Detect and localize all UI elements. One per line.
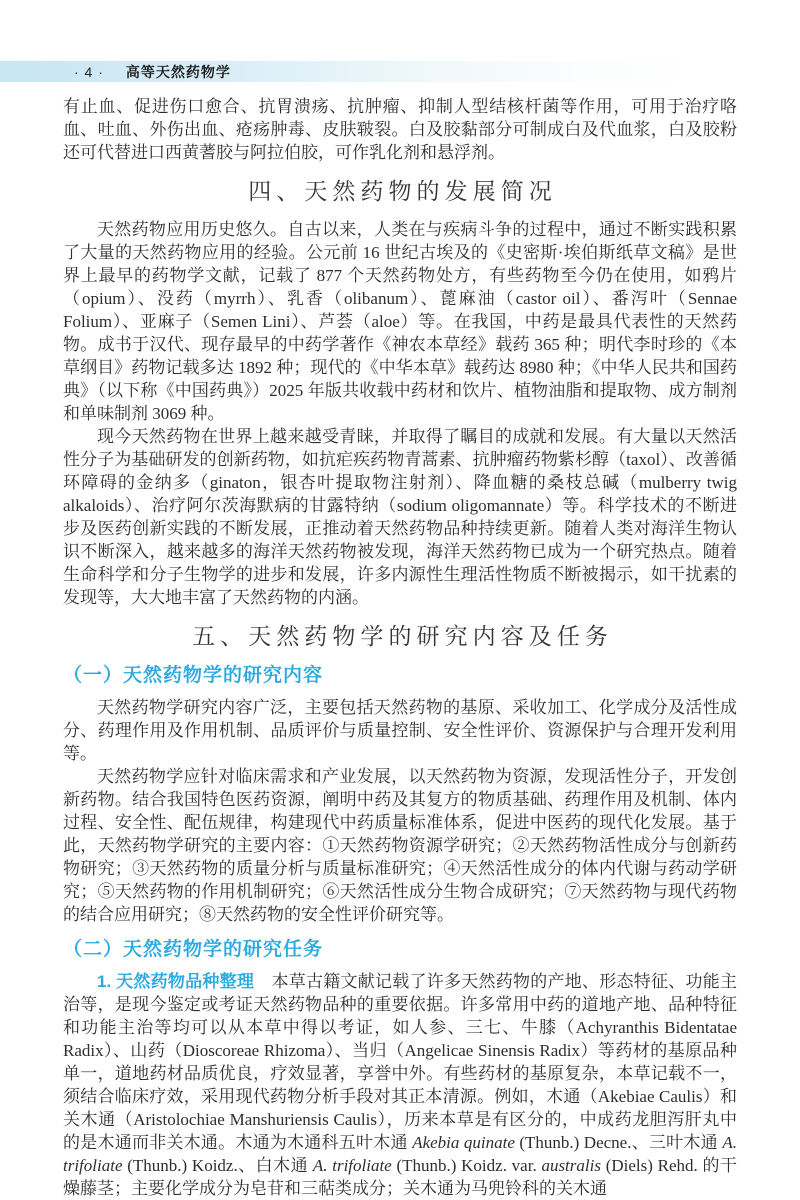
latin-species-name: Akebia quinate [412, 1133, 515, 1152]
text-run: (Thunb.) Koidz.、白木通 [122, 1156, 313, 1175]
numbered-task-label: 1. 天然药物品种整理 [97, 972, 255, 991]
running-header [0, 61, 800, 82]
section-heading: 五、天然药物学的研究内容及任务 [192, 624, 613, 650]
paragraph: 天然药物学应针对临床需求和产业发展，以天然药物为资源，发现活性分子，开发创新药物。结合我国特色医药资源，阐明中药及其复方的物质基础、药理作用及机制、体内过程、安全性、配伍规律，构建现代中药质量标准体系，促进中医药的现代化发展。基于此，天然药物学研究的主要内容：①天然药物资源学研究；②天然药物活性成分与创新药物研究；③天然药物的质量分析与质量标准研究；④天然活性成分的体内代谢与药动学研究；⑤天然药物的作用机制研究；⑥天然活性成分生物合成研究；⑦天然药物与现代药物的结合应用研究；⑧天然药物的安全性评价研究等。 [63, 767, 737, 924]
paragraph: 天然药物应用历史悠久。自古以来，人类在与疾病斗争的过程中，通过不断实践积累了大量的天然药物应用的经验。公元前 16 世纪古埃及的《史密斯·埃伯斯纸草文稿》是世界上最早的药物学文献，记载了 877 个天然药物处方，有些药物至今仍在使用，如鸦片（opium）、没药（myrrh）、乳香（olibanum）、蓖麻油（castor oil）、番泻叶（Sennae Folium）、亚麻子（Semen Lini）、芦荟（aloe）等。在我国，中药是最具代表性的天然药物。成书于汉代、现存最早的中药学著作《神农本草经》载药 365 种；明代李时珍的《本草纲目》药物记载多达 1892 种；现代的《中华本草》载药达 8980 种；《中华人民共和国药典》（以下称《中国药典》）2025 年版共收载中药材和饮片、植物油脂和提取物、成方制剂和单味制剂 3069 种。 [63, 220, 737, 423]
paragraph: 天然药物学研究内容广泛，主要包括天然药物的基原、采收加工、化学成分及活性成分、药理作用及作用机制、品质评价与质量控制、安全性评价、资源保护与合理开发利用等。 [63, 698, 737, 763]
text-run: 本草古籍文献记载了许多天然药物的产地、形态特征、功能主治等，是现今鉴定或考证天然药物品种的重要依据。许多常用中药的道地产地、品种特征和功能主治等均可以从本草中得以考证，如人参、三七、牛膝（Achyranthis Bidentatae Radix）、山药（Dioscoreae Rhizoma）、当归（Angelicae Sinensis Radix）等药材的基原品种单一，道地药材品质优良，疗效显著，享誉中外。有些药材的基原复杂，本草记载不一，须结合临床疗效，采用现代药物分析手段对其正本清源。例如，木通（Akebiae Caulis）和关木通（Aristolochiae Manshuriensis Caulis），历来本草是有区分的，中成药龙胆泻肝丸中的是木通而非关木通。木通为木通科五叶木通 [63, 972, 738, 1152]
book-title: 高等天然药物学 [125, 63, 231, 80]
latin-species-name: A. trifoliate [63, 1133, 737, 1175]
subsection-heading: （二）天然药物学的研究任务 [63, 939, 324, 960]
paragraph: 现今天然药物在世界上越来越受青睐，并取得了瞩目的成就和发展。有大量以天然活性分子为基础研发的创新药物，如抗疟疾药物青蒿素、抗肿瘤药物紫杉醇（taxol）、改善循环障碍的金纳多（ginaton，银杏叶提取物注射剂）、降血糖的桑枝总碱（mulberry twig alkaloids）、治疗阿尔茨海默病的甘露特纳（sodium oligomannate）等。科学技术的不断进步及医药创新实践的不断发展，正推动着天然药物品种持续更新。随着人类对海洋生物认识不断深入，越来越多的海洋天然药物被发现，海洋天然药物已成为一个研究热点。随着生命科学和分子生物学的进步和发展，许多内源性生理活性物质不断被揭示，如干扰素的发现等，大大地丰富了天然药物的内涵。 [63, 427, 737, 607]
text-run: (Thunb.) Decne.、三叶木通 [514, 1133, 723, 1152]
page-content [63, 95, 737, 1200]
paragraph [63, 970, 737, 1200]
paragraph: 有止血、促进伤口愈合、抗胃溃疡、抗肿瘤、抑制人型结核杆菌等作用，可用于治疗咯血、吐血、外伤出血、疮疡肿毒、皮肤皲裂。白及胶黏部分可制成白及代血浆，白及胶粉还可代替进口西黄蓍胶与阿拉伯胶，可作乳化剂和悬浮剂。 [63, 97, 737, 162]
page-number: · 4 · [74, 63, 104, 80]
subsection-heading: （一）天然药物学的研究内容 [63, 665, 324, 686]
text-run: (Diels) Rehd. 的干燥藤茎；主要化学成分为皂苷和三萜类成分；关木通为马兜铃科的关木通 [63, 1156, 737, 1198]
text-run: (Thunb.) Koidz. var. [391, 1156, 542, 1175]
latin-species-name: australis [541, 1156, 601, 1175]
section-heading: 四、天然药物的发展简况 [248, 179, 557, 205]
latin-species-name: A. trifoliate [312, 1156, 392, 1175]
